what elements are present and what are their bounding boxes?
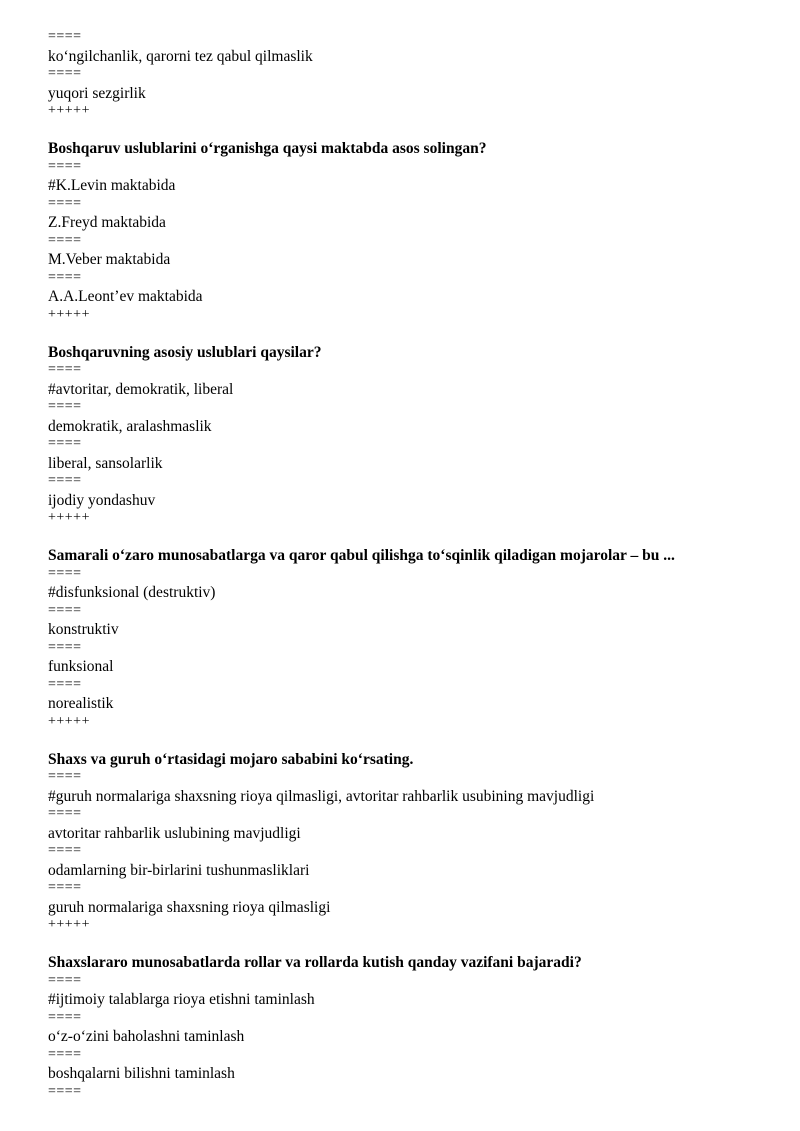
answer-option: avtoritar rahbarlik uslubining mavjudligi <box>48 824 301 842</box>
separator: ==== <box>48 602 82 618</box>
answer-option: A.A.Leont’ev maktabida <box>48 288 203 305</box>
separator: ==== <box>48 1009 82 1025</box>
end-marker: +++++ <box>48 103 90 118</box>
separator: ==== <box>48 639 82 655</box>
separator: ==== <box>48 972 82 988</box>
answer-option: norealistik <box>48 695 114 712</box>
answer-option: funksional <box>48 658 114 675</box>
end-marker: +++++ <box>48 917 90 932</box>
separator: ==== <box>48 436 82 451</box>
answer-option: boshqalarni bilishni taminlash <box>48 1065 235 1082</box>
answer-option: o‘z-o‘zini baholashni taminlash <box>48 1028 245 1045</box>
separator: ==== <box>48 158 82 174</box>
separator: ==== <box>48 362 82 377</box>
question-block-1 <box>48 140 780 325</box>
answer-option: odamlarning bir-birlarini tushunmasliklari <box>48 861 310 879</box>
answer-option: konstruktiv <box>48 621 119 638</box>
separator: ==== <box>48 269 82 285</box>
separator: ==== <box>48 676 82 692</box>
question-block-5 <box>48 954 780 1102</box>
answer-option: #guruh normalariga shaxsning rioya qilmasligi, avtoritar rahbarlik usubining mavjudligi <box>48 787 595 805</box>
separator: ==== <box>48 232 82 248</box>
answer-option: #disfunksional (destruktiv) <box>48 584 216 601</box>
answer-option: ko‘ngilchanlik, qarorni tez qabul qilmaslik <box>48 47 313 65</box>
question-block-3 <box>48 547 780 732</box>
separator: ==== <box>48 806 82 821</box>
question-text: Shaxs va guruh o‘rtasidagi mojaro sababini ko‘rsating. <box>48 750 414 768</box>
question-text: Shaxslararo munosabatlarda rollar va rollarda kutish qanday vazifani bajaradi? <box>48 954 582 971</box>
question-text: Boshqaruvning asosiy uslublari qaysilar? <box>48 343 322 361</box>
answer-option: #avtoritar, demokratik, liberal <box>48 380 234 398</box>
answer-option: demokratik, aralashmaslik <box>48 417 212 435</box>
question-text: Samarali o‘zaro munosabatlarga va qaror qabul qilishga to‘sqinlik qiladigan mojarolar – bu ... <box>48 547 675 564</box>
separator: ==== <box>48 880 82 895</box>
separator: ==== <box>48 29 82 44</box>
answer-option: Z.Freyd maktabida <box>48 214 166 231</box>
test-document <box>48 29 780 1102</box>
end-marker: +++++ <box>48 510 90 525</box>
answer-option: #ijtimoiy talablarga rioya etishni taminlash <box>48 991 315 1008</box>
question-block-4 <box>48 751 780 936</box>
separator: ==== <box>48 66 82 81</box>
separator: ==== <box>48 1046 82 1062</box>
separator: ==== <box>48 473 82 488</box>
question-block-top <box>48 29 780 122</box>
separator: ==== <box>48 843 82 858</box>
answer-option: ijodiy yondashuv <box>48 491 156 509</box>
question-block-2 <box>48 344 780 529</box>
separator: ==== <box>48 565 82 581</box>
separator: ==== <box>48 399 82 414</box>
answer-option: #K.Levin maktabida <box>48 177 176 194</box>
end-marker: +++++ <box>48 713 90 729</box>
answer-option: yuqori sezgirlik <box>48 84 146 102</box>
answer-option: liberal, sansolarlik <box>48 454 163 472</box>
end-marker: +++++ <box>48 306 90 322</box>
answer-option: guruh normalariga shaxsning rioya qilmasligi <box>48 898 331 916</box>
answer-option: M.Veber maktabida <box>48 251 171 268</box>
separator: ==== <box>48 769 82 784</box>
question-text: Boshqaruv uslublarini o‘rganishga qaysi maktabda asos solingan? <box>48 140 487 157</box>
separator: ==== <box>48 1083 82 1099</box>
separator: ==== <box>48 195 82 211</box>
